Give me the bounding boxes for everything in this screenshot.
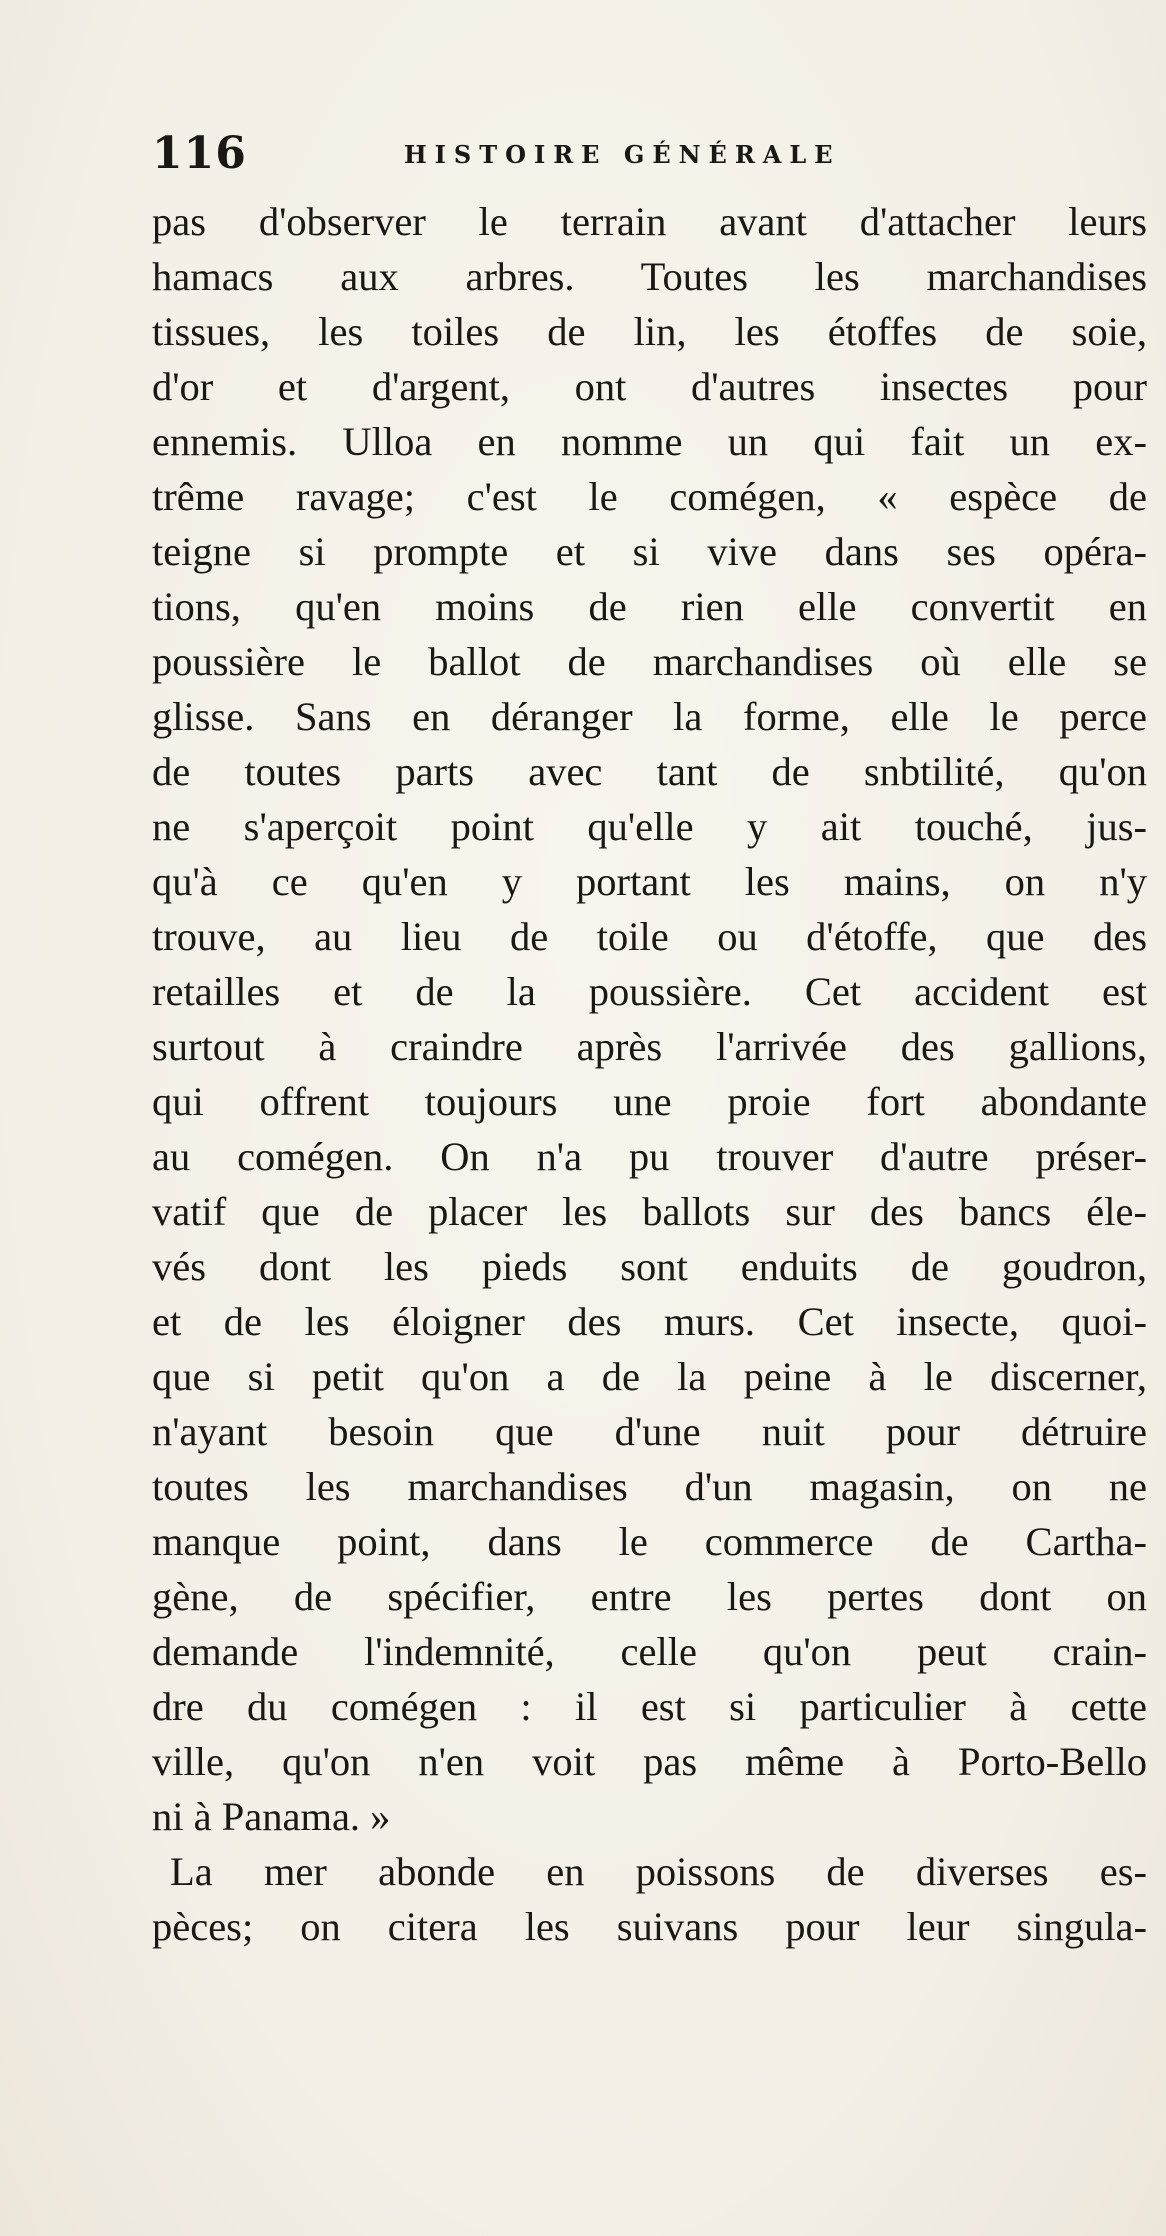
text-line: qu'à ce qu'en y portant les mains, on n'y [152,859,1147,904]
text-line: vatif que de placer les ballots sur des bancs éle- [152,1189,1147,1234]
text-line: hamacs aux arbres. Toutes les marchandises [152,254,1147,299]
text-line: qui offrent toujours une proie fort abondante [152,1079,1147,1124]
text-line: pas d'observer le terrain avant d'attacher leurs [152,199,1147,244]
text-line: trême ravage; c'est le comégen, « espèce de [152,474,1147,519]
running-head: HISTOIRE GÉNÉRALE [404,140,841,169]
page-header [152,128,1052,188]
text-line: trouve, au lieu de toile ou d'étoffe, que des [152,914,1147,959]
text-line: ennemis. Ulloa en nomme un qui fait un ex- [152,419,1147,464]
paragraph-first-line: La mer abonde en poissons de diverses es- [170,1849,1147,1894]
text-line: surtout à craindre après l'arrivée des gallions, [152,1024,1147,1069]
text-line: d'or et d'argent, ont d'autres insectes pour [152,364,1147,409]
text-line: ni à Panama. » [152,1794,391,1839]
text-line: que si petit qu'on a de la peine à le discerner, [152,1354,1147,1399]
text-line: toutes les marchandises d'un magasin, on ne [152,1464,1147,1509]
body-text [152,194,1147,1954]
text-line: tissues, les toiles de lin, les étoffes de soie, [152,309,1147,354]
text-line: retailles et de la poussière. Cet accident est [152,969,1147,1014]
text-line: poussière le ballot de marchandises où elle se [152,639,1147,684]
text-line: dre du comégen : il est si particulier à cette [152,1684,1147,1729]
text-line: manque point, dans le commerce de Cartha- [152,1519,1147,1564]
page-number: 116 [152,128,247,179]
text-line: ville, qu'on n'en voit pas même à Porto-Bello [152,1739,1147,1784]
text-line: glisse. Sans en déranger la forme, elle le perce [152,694,1147,739]
text-line: de toutes parts avec tant de snbtilité, qu'on [152,749,1147,794]
text-line: vés dont les pieds sont enduits de goudron, [152,1244,1147,1289]
text-line: ne s'aperçoit point qu'elle y ait touché, jus- [152,804,1147,849]
text-line: et de les éloigner des murs. Cet insecte, quoi- [152,1299,1147,1344]
text-line: tions, qu'en moins de rien elle convertit en [152,584,1147,629]
text-line: pèces; on citera les suivans pour leur singula- [152,1904,1147,1949]
text-line: au comégen. On n'a pu trouver d'autre préser- [152,1134,1147,1179]
text-line: gène, de spécifier, entre les pertes dont on [152,1574,1147,1619]
text-line: teigne si prompte et si vive dans ses opéra- [152,529,1147,574]
text-line: n'ayant besoin que d'une nuit pour détruire [152,1409,1147,1454]
text-line: demande l'indemnité, celle qu'on peut crain- [152,1629,1147,1674]
